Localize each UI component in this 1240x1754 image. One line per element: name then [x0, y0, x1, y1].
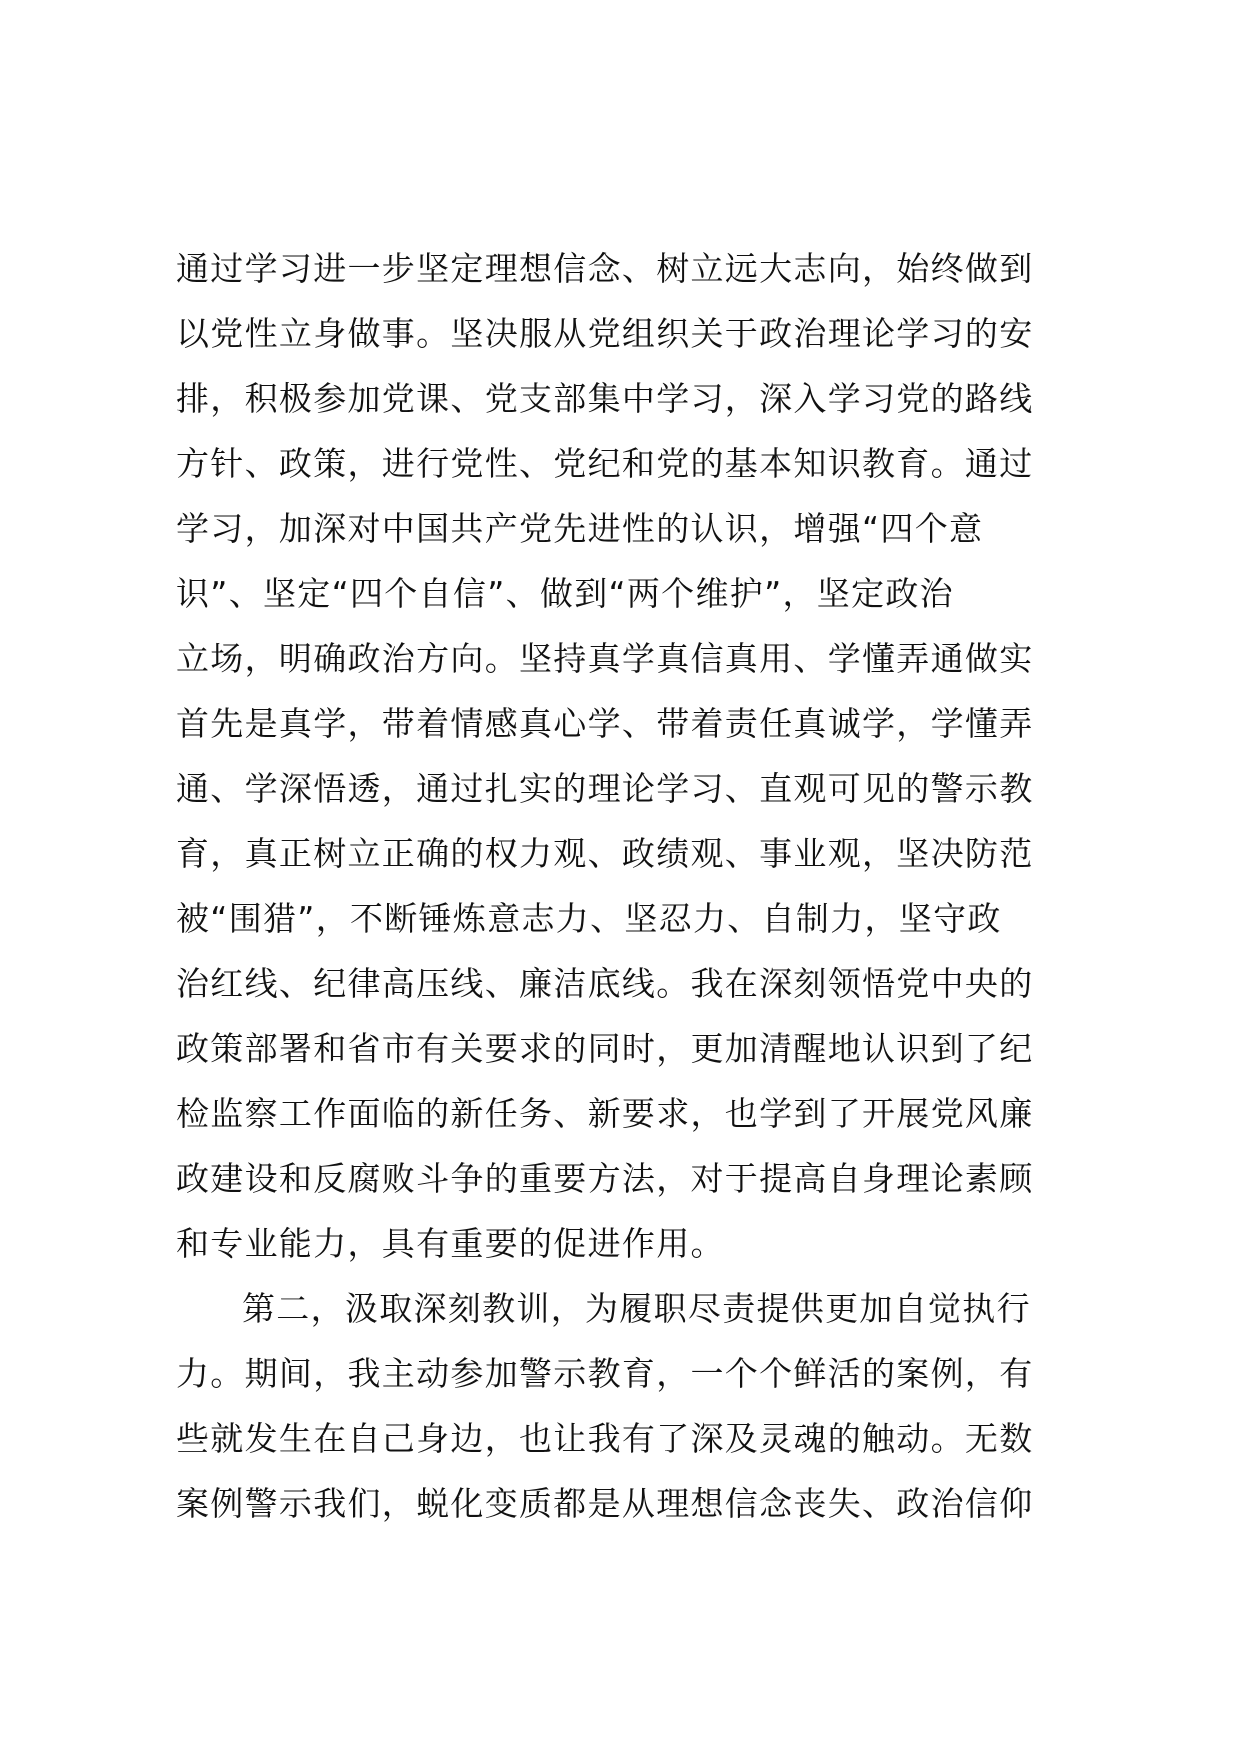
text-line: 力。期间，我主动参加警示教育，一个个鲜活的案例，有: [176, 1354, 1034, 1393]
text-line: 识”、坚定“四个自信”、做到“两个维护”，坚定政治: [176, 574, 954, 613]
text-line: 通、学深悟透，通过扎实的理论学习、直观可见的警示教: [176, 769, 1034, 808]
text-line: 和专业能力，具有重要的促进作用。: [176, 1224, 725, 1263]
text-line: 首先是真学，带着情感真心学、带着责任真诚学，学懂弄: [176, 704, 1034, 743]
text-line: 立场，明确政治方向。坚持真学真信真用、学懂弄通做实: [176, 639, 1034, 678]
text-line: 排，积极参加党课、党支部集中学习，深入学习党的路线: [176, 379, 1034, 418]
text-line: 被“围猎”，不断锤炼意志力、坚忍力、自制力，坚守政: [176, 899, 1002, 938]
text-line: 政策部署和省市有关要求的同时，更加清醒地认识到了纪: [176, 1029, 1034, 1068]
text-line: 案例警示我们，蜕化变质都是从理想信念丧失、政治信仰: [176, 1484, 1034, 1523]
text-line: 治红线、纪律高压线、廉洁底线。我在深刻领悟党中央的: [176, 964, 1034, 1003]
text-line: 检监察工作面临的新任务、新要求，也学到了开展党风廉: [176, 1094, 1034, 1133]
text-line: 方针、政策，进行党性、党纪和党的基本知识教育。通过: [176, 444, 1034, 483]
body-text: [176, 236, 1081, 1536]
text-line: 通过学习进一步坚定理想信念、树立远大志向，始终做到: [176, 249, 1034, 288]
text-line: 些就发生在自己身边，也让我有了深及灵魂的触动。无数: [176, 1419, 1034, 1458]
text-line: 以党性立身做事。坚决服从党组织关于政治理论学习的安: [176, 314, 1034, 353]
text-line: 学习，加深对中国共产党先进性的认识，增强“四个意: [176, 509, 984, 548]
text-line: 育，真正树立正确的权力观、政绩观、事业观，坚决防范: [176, 834, 1034, 873]
text-line: 第二，汲取深刻教训，为履职尽责提供更加自觉执行: [242, 1289, 1031, 1328]
text-line: 政建设和反腐败斗争的重要方法，对于提高自身理论素顾: [176, 1159, 1034, 1198]
